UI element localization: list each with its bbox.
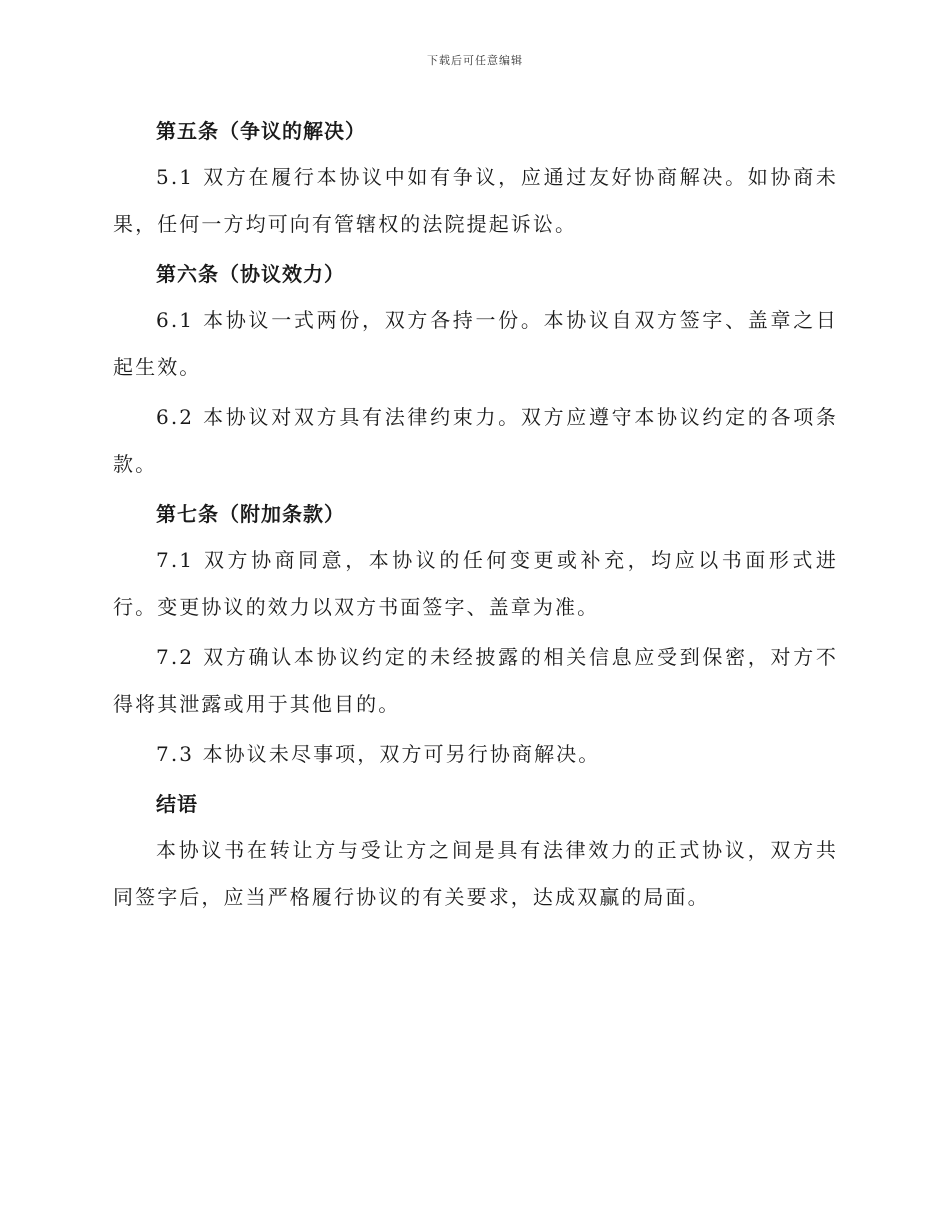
clause-5-1: 5.1 双方在履行本协议中如有争议，应通过友好协商解决。如协商未果，任何一方均可向有管辖权的法院提起诉讼。 bbox=[113, 165, 838, 236]
clause-6-2: 6.2 本协议对双方具有法律约束力。双方应遵守本协议约定的各项条款。 bbox=[113, 405, 838, 476]
section-heading-5: 第五条（争议的解决） bbox=[156, 119, 366, 143]
conclusion-paragraph: 本协议书在转让方与受让方之间是具有法律效力的正式协议，双方共同签字后，应当严格履行协议的有关要求，达成双赢的局面。 bbox=[113, 838, 838, 909]
clause-7-1: 7.1 双方协商同意，本协议的任何变更或补充，均应以书面形式进行。变更协议的效力以双方书面签字、盖章为准。 bbox=[113, 548, 838, 619]
clause-6-1: 6.1 本协议一式两份，双方各持一份。本协议自双方签字、盖章之日起生效。 bbox=[113, 308, 838, 379]
conclusion-heading: 结语 bbox=[156, 792, 198, 816]
clause-7-3: 7.3 本协议未尽事项，双方可另行协商解决。 bbox=[156, 742, 601, 766]
section-heading-7: 第七条（附加条款） bbox=[156, 502, 345, 526]
header-watermark: 下载后可任意编辑 bbox=[427, 54, 523, 67]
clause-7-2: 7.2 双方确认本协议约定的未经披露的相关信息应受到保密，对方不得将其泄露或用于其他目的。 bbox=[113, 645, 838, 716]
document-body bbox=[113, 106, 838, 924]
section-heading-6: 第六条（协议效力） bbox=[156, 262, 345, 286]
